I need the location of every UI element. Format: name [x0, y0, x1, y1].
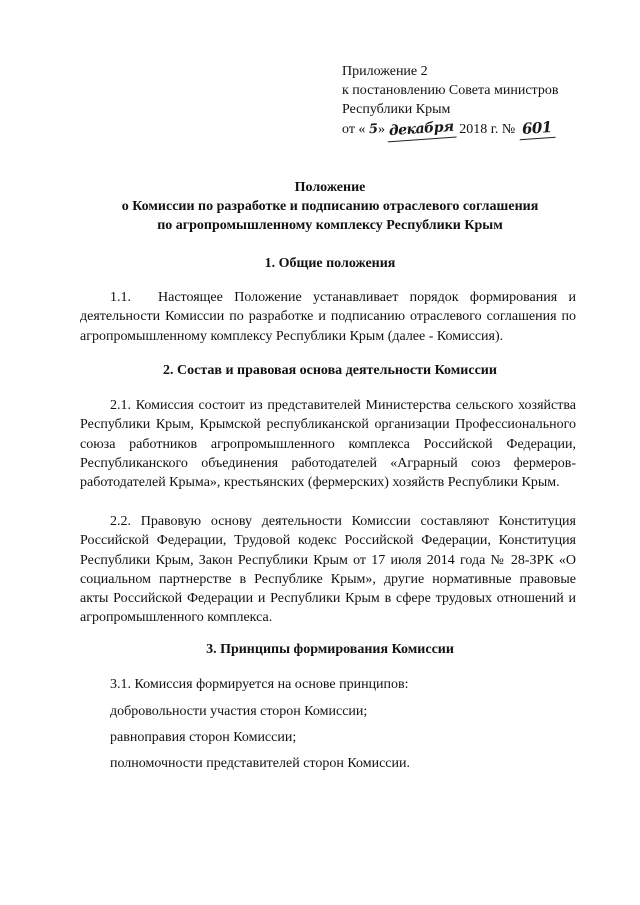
handwritten-day: 5 — [368, 121, 379, 138]
paragraph-2-1: 2.1. Комиссия состоит из представителей Министерства сельского хозяйства Республики Крым, Крымской республиканской организации Профессионального союза работников агропромышленного комплекса Российской Федерации, Республиканского объединения работодателей «Аграрный союз фермеров-работодателей Крыма», крестьянских (фермерских) хозяйств Республики Крым. — [80, 398, 576, 491]
date-mid: » — [377, 122, 385, 137]
appendix-line-3: Республики Крым — [342, 102, 451, 117]
date-year: 2018 г. № — [459, 122, 516, 137]
handwritten-number: 601 — [519, 118, 556, 140]
principle-equality: равноправия сторон Комиссии; — [110, 730, 297, 745]
section-3-heading: 3. Принципы формирования Комиссии — [206, 642, 454, 657]
paragraph-1-1-text: Настоящее Положение устанавливает порядок формирования и деятельности Комиссии по разработке и подписанию отраслевого соглашения по агропромышленному комплексу Республики Крым (далее - Комиссия). — [80, 290, 576, 344]
paragraph-1-1-number: 1.1. — [110, 290, 131, 305]
date-prefix: от « — [342, 122, 366, 137]
paragraph-1-1 — [80, 288, 576, 346]
document-title — [60, 178, 600, 235]
principles-intro: 3.1. Комиссия формируется на основе принципов: — [110, 677, 409, 692]
appendix-date-line — [342, 119, 612, 140]
title-line-2: о Комиссии по разработке и подписанию отраслевого соглашения — [121, 199, 539, 214]
appendix-line-1: Приложение 2 — [342, 64, 428, 79]
appendix-header — [342, 62, 612, 140]
handwritten-month: декабря — [386, 118, 456, 143]
principle-authority: полномочности представителей сторон Комиссии. — [110, 756, 410, 771]
section-1-heading: 1. Общие положения — [264, 256, 396, 271]
title-line-3: по агропромышленному комплексу Республики Крым — [157, 218, 503, 233]
paragraph-2-2: 2.2. Правовую основу деятельности Комиссии составляют Конституция Российской Федерации, Трудовой кодекс Российской Федерации, Конституция Республики Крым, Закон Республики Крым от 17 июля 2014 года № 28-ЗРК «О социальном партнерстве в Республике Крым», другие нормативные правовые акты Российской Федерации и Республики Крым в сфере трудовых отношений и агропромышленного комплекса. — [80, 514, 576, 626]
title-line-1: Положение — [294, 180, 366, 195]
principle-voluntary: добровольности участия сторон Комиссии; — [110, 704, 368, 719]
appendix-line-2: к постановлению Совета министров — [342, 83, 559, 98]
section-2-heading: 2. Состав и правовая основа деятельности Комиссии — [163, 363, 497, 378]
